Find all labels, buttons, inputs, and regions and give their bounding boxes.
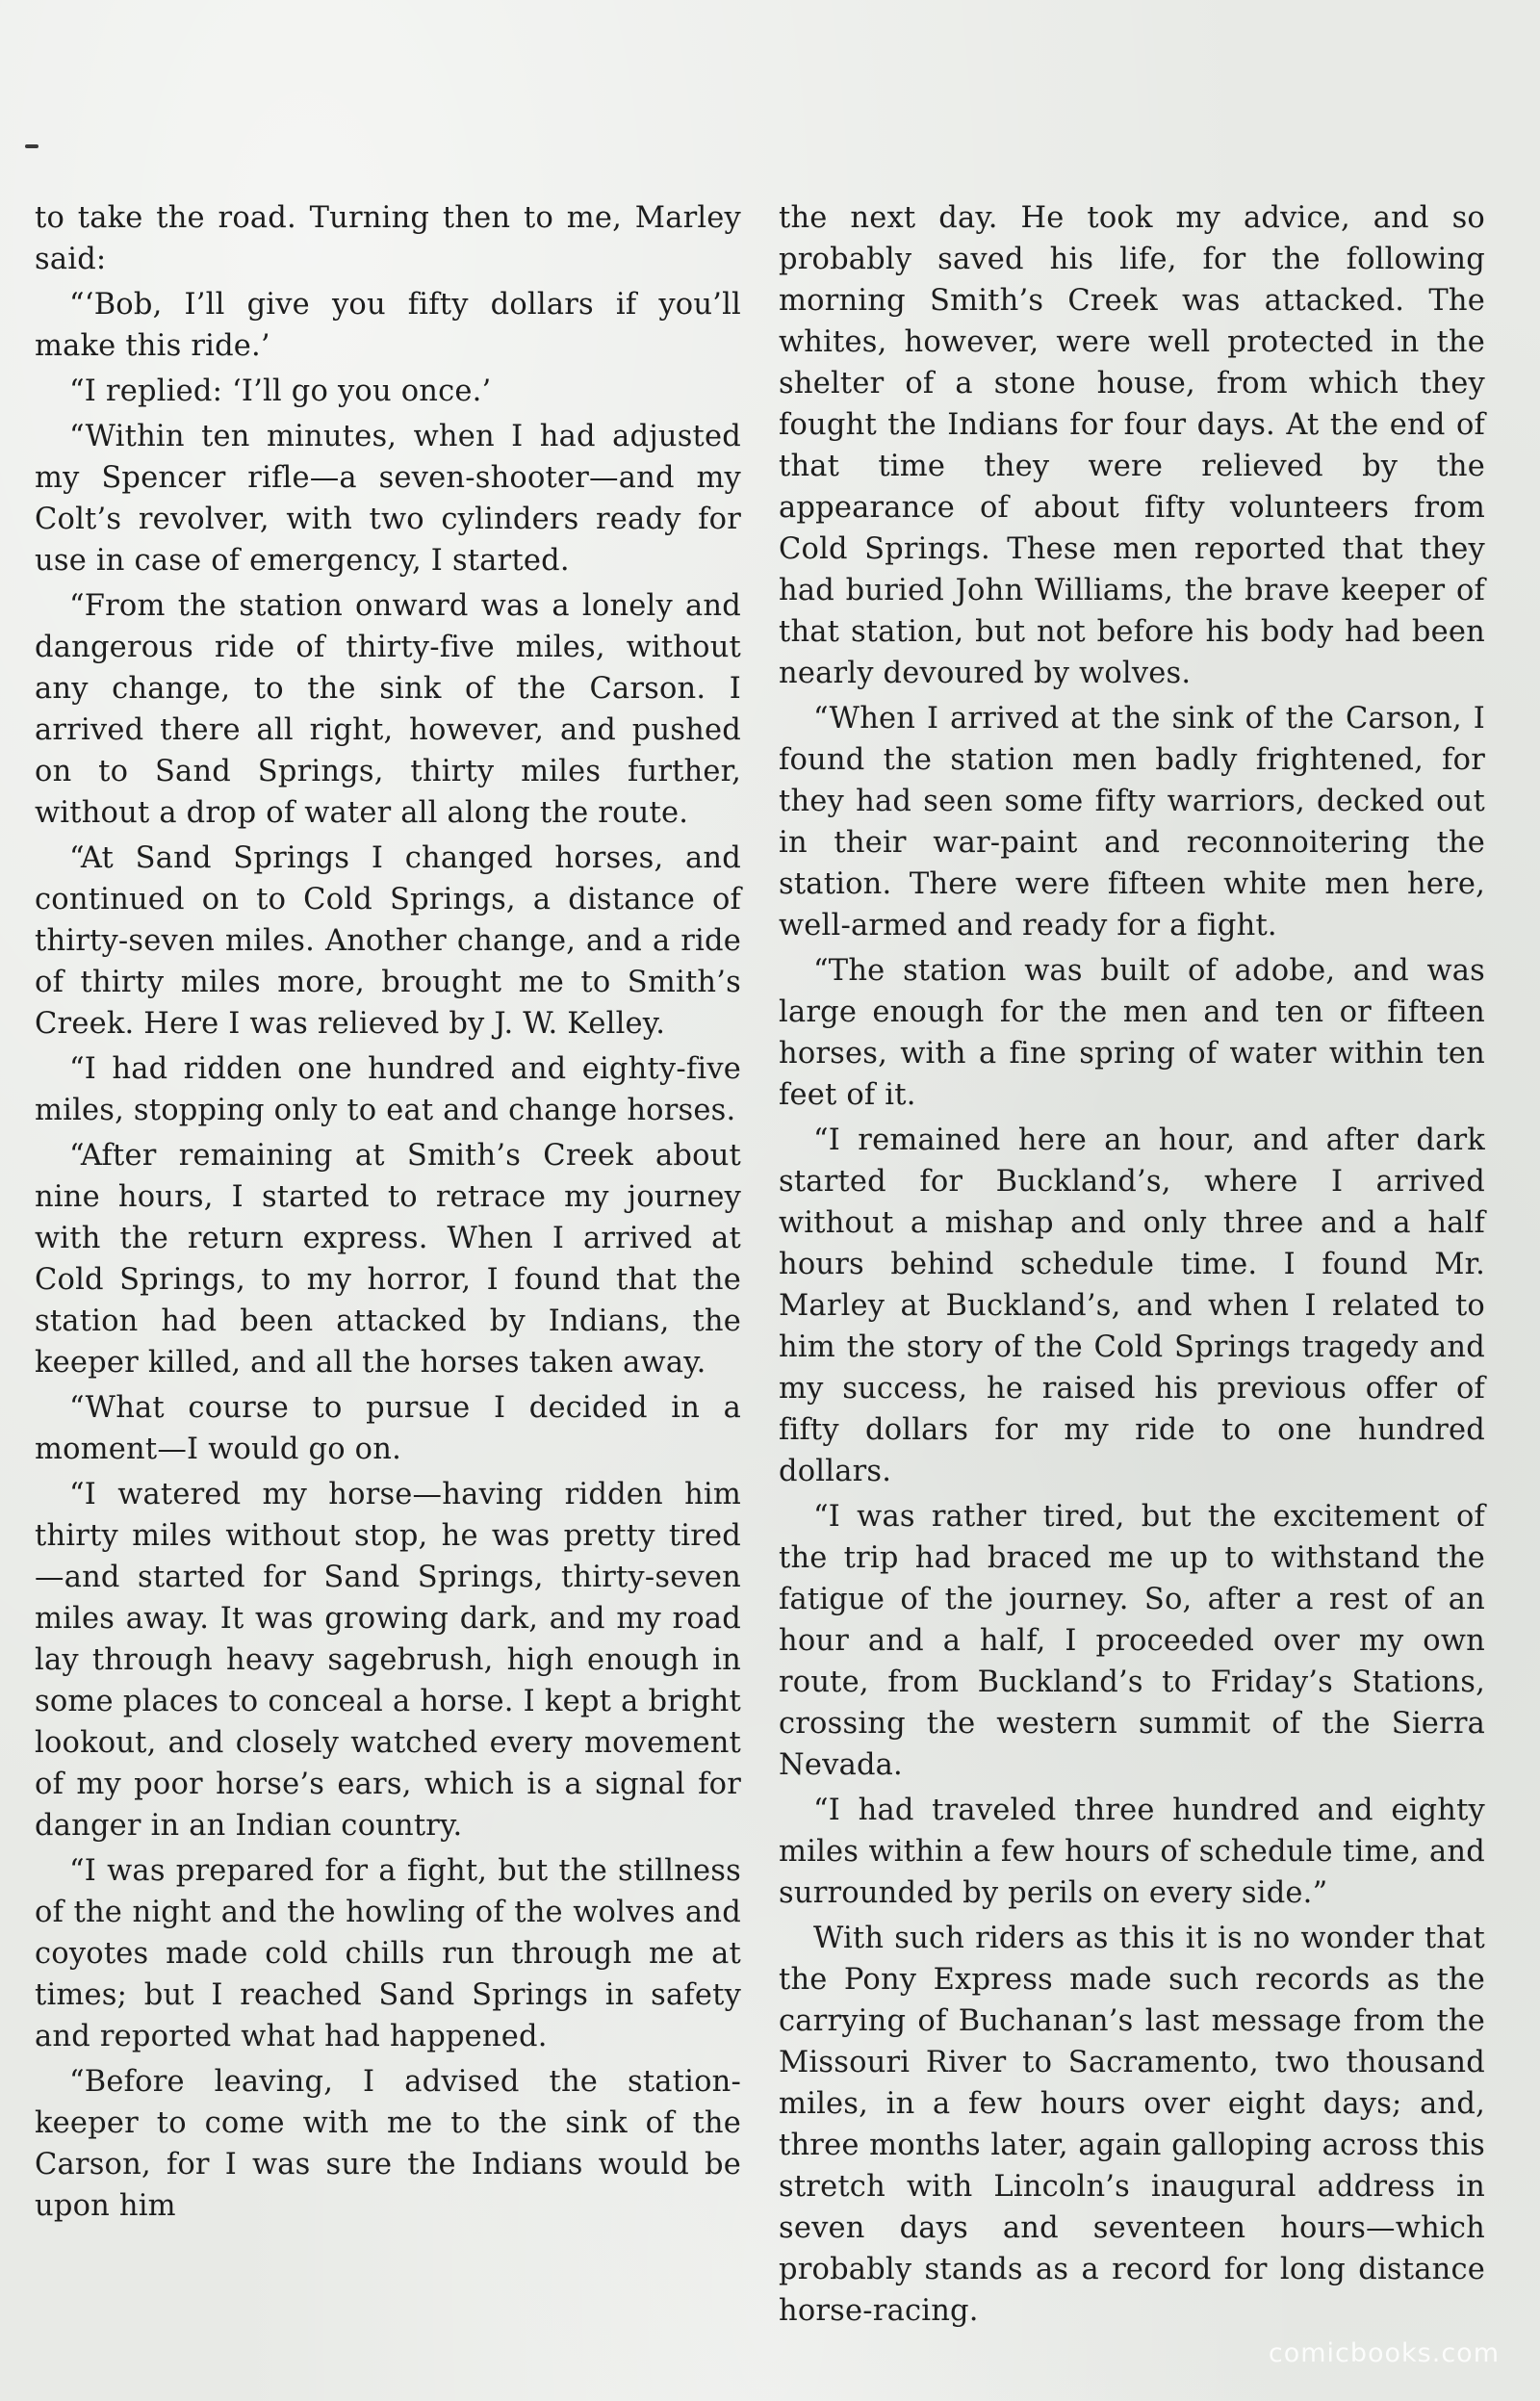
right-column <box>779 197 1485 2336</box>
paragraph: the next day. He took my advice, and so probably saved his life, for the following morning Smith’s Creek was attacked. The whites, however, were well protected in the shelter of a stone house, from which they fought the Indians for four days. At the end of that time they were relieved by the appearance of about fifty volunteers from Cold Springs. These men reported that they had buried John Williams, the brave keeper of that station, but not before his body had been nearly devoured by wolves. <box>779 201 1485 690</box>
paragraph: “I remained here an hour, and after dark started for Buckland’s, where I arrived without a mishap and only three and a half hours behind schedule time. I found Mr. Marley at Buckland’s, and when I related to him the story of the Cold Springs tragedy and my success, he raised his previous offer of fifty dollars for my ride to one hundred dollars. <box>779 1123 1485 1488</box>
paragraph: “I watered my horse—having ridden him thirty miles without stop, he was pretty tired—and started for Sand Springs, thirty-seven miles away. It was growing dark, and my road lay through heavy sagebrush, high enough in some places to conceal a horse. I kept a bright lookout, and closely watched every movement of my poor horse’s ears, which is a signal for danger in an Indian country. <box>35 1478 741 1843</box>
paragraph: With such riders as this it is no wonder that the Pony Express made such records as the carrying of Buchanan’s last message from the Missouri River to Sacramento, two thousand miles, in a few hours over eight days; and, three months later, again galloping across this stretch with Lincoln’s inaugural address in seven days and seventeen hours—which probably stands as a record for long distance horse-racing. <box>779 1922 1485 2328</box>
paragraph: “What course to pursue I decided in a moment—I would go on. <box>35 1391 741 1466</box>
paragraph: “I was rather tired, but the excitement of the trip had braced me up to withstand the fatigue of the journey. So, after a rest of an hour and a half, I proceeded over my own route, from Buckland’s to Friday’s Stations, crossing the western summit of the Sierra Nevada. <box>779 1500 1485 1782</box>
paragraph: “I had traveled three hundred and eighty miles within a few hours of schedule time, and surrounded by perils on every side.” <box>779 1794 1485 1910</box>
watermark: comicbooks.com <box>1268 2338 1500 2368</box>
left-column <box>35 197 741 2231</box>
paragraph: to take the road. Turning then to me, Marley said: <box>35 201 741 276</box>
paragraph: “When I arrived at the sink of the Carson, I found the station men badly frightened, for they had seen some fifty warriors, decked out in their war-paint and reconnoitering the station. There were fifteen white men here, well-armed and ready for a fight. <box>779 702 1485 942</box>
paragraph: “I had ridden one hundred and eighty-five miles, stopping only to eat and change horses. <box>35 1052 741 1127</box>
paragraph: “I was prepared for a fight, but the stillness of the night and the howling of the wolves and coyotes made cold chills run through me at times; but I reached Sand Springs in safety and reported what had happened. <box>35 1854 741 2053</box>
paragraph: “At Sand Springs I changed horses, and continued on to Cold Springs, a distance of thirty-seven miles. Another change, and a ride of thirty miles more, brought me to Smith’s Creek. Here I was relieved by J. W. Kelley. <box>35 841 741 1041</box>
paragraph: “‘Bob, I’ll give you fifty dollars if you’ll make this ride.’ <box>35 288 741 363</box>
paragraph: “The station was built of adobe, and was large enough for the men and ten or fifteen horses, with a fine spring of water within ten feet of it. <box>779 954 1485 1112</box>
paragraph: “After remaining at Smith’s Creek about nine hours, I started to retrace my journey with the return express. When I arrived at Cold Springs, to my horror, I found that the station had been attacked by Indians, the keeper killed, and all the horses taken away. <box>35 1139 741 1380</box>
paragraph: “Before leaving, I advised the station-keeper to come with me to the sink of the Carson, for I was sure the Indians would be upon him <box>35 2065 741 2223</box>
page-mark <box>25 144 38 148</box>
paragraph: “I replied: ‘I’ll go you once.’ <box>69 374 492 408</box>
paragraph: “From the station onward was a lonely and dangerous ride of thirty-five miles, without any change, to the sink of the Carson. I arrived there all right, however, and pushed on to Sand Springs, thirty miles further, without a drop of water all along the route. <box>35 589 741 830</box>
paragraph: “Within ten minutes, when I had adjusted my Spencer rifle—a seven-shooter—and my Colt’s revolver, with two cylinders ready for use in case of emergency, I started. <box>35 420 741 578</box>
